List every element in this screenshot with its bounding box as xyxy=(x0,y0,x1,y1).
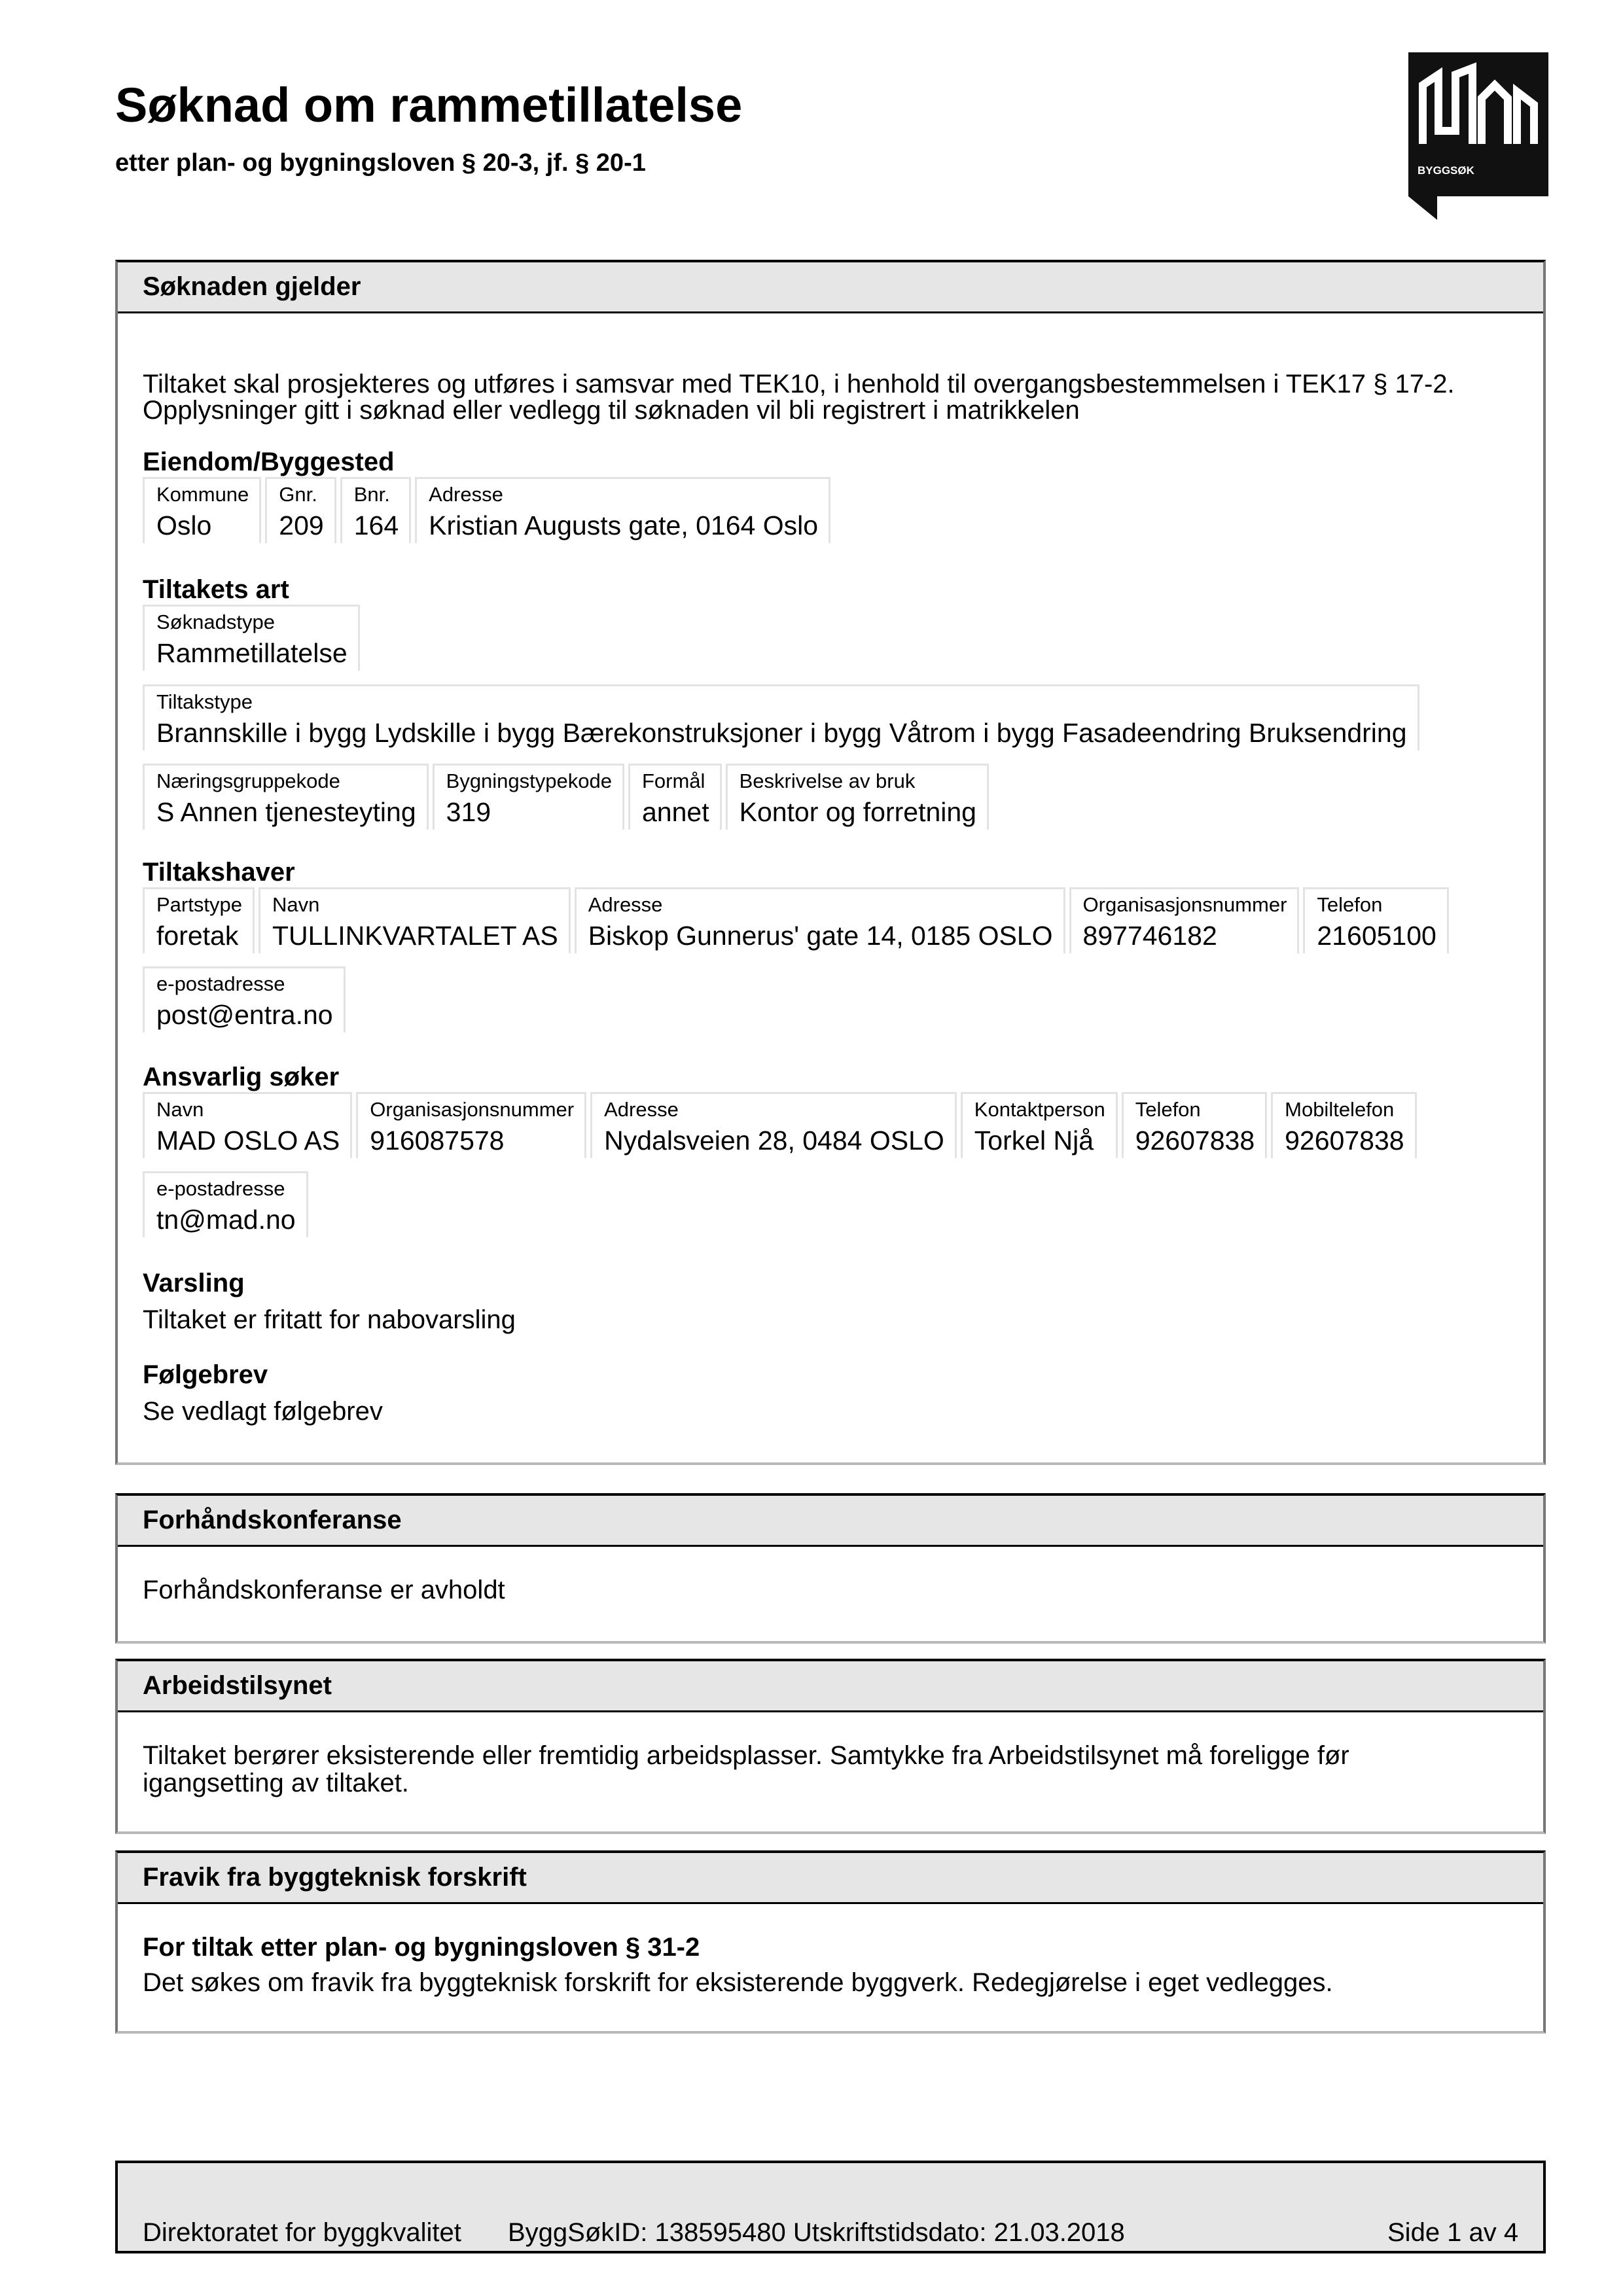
arbeidstilsynet-section xyxy=(115,1659,1546,1834)
bygningstype-field xyxy=(433,764,624,830)
tiltakstype-row xyxy=(143,684,1423,751)
ansvarlig-epost-value: tn@mad.no xyxy=(156,1205,296,1235)
bruk-value: Kontor og forretning xyxy=(739,797,976,827)
ansvarlig-epost-field xyxy=(143,1171,308,1237)
bygningstype-label: Bygningstypekode xyxy=(446,769,612,792)
kommune-value: Oslo xyxy=(156,510,212,540)
bnr-label: Bnr. xyxy=(353,483,390,506)
page-footer xyxy=(115,2161,1546,2253)
intro-line-1: Tiltaket skal prosjekteres og utføres i samsvar med TEK10, i henhold til overgangsbestemmelsen i TEK17 § 17-2. xyxy=(143,370,1455,398)
ansvarlig-adresse-label: Adresse xyxy=(604,1098,679,1121)
forhand-text: Forhåndskonferanse er avholdt xyxy=(143,1576,505,1604)
byggsok-logo xyxy=(1408,52,1548,220)
gnr-value: 209 xyxy=(279,510,324,540)
tiltakshaver-org-field xyxy=(1069,887,1300,953)
eiendom-fields xyxy=(143,477,834,543)
tiltakets-art-heading: Tiltakets art xyxy=(143,575,289,604)
kontaktperson-field xyxy=(961,1092,1118,1158)
page-title: Søknad om rammetillatelse xyxy=(115,78,743,132)
forhand-heading: Forhåndskonferanse xyxy=(118,1496,1543,1547)
eiendom-adresse-field xyxy=(415,477,830,543)
tiltakshaver-epost-row xyxy=(143,966,349,1033)
tiltakshaver-navn-value: TULLINKVARTALET AS xyxy=(272,921,558,951)
arbeidstilsynet-heading: Arbeidstilsynet xyxy=(118,1661,1543,1712)
footer-id: ByggSøkID: 138595480 Utskriftstidsdato: 21.03.2018 xyxy=(508,2218,1125,2247)
arbeidstilsynet-line-2: igangsetting av tiltaket. xyxy=(143,1769,409,1797)
ansvarlig-telefon-label: Telefon xyxy=(1135,1098,1201,1121)
gnr-field xyxy=(265,477,336,543)
tiltakshaver-telefon-value: 21605100 xyxy=(1317,921,1436,951)
naering-field xyxy=(143,764,429,830)
partstype-field xyxy=(143,887,255,953)
svg-text:BYGGSØK: BYGGSØK xyxy=(1418,164,1474,177)
formal-field xyxy=(628,764,722,830)
ansvarlig-epost-label: e-postadresse xyxy=(156,1177,285,1200)
bruk-row xyxy=(143,764,993,830)
mobiltelefon-label: Mobiltelefon xyxy=(1285,1098,1395,1121)
tiltakshaver-telefon-field xyxy=(1303,887,1448,953)
bygningstype-value: 319 xyxy=(446,797,491,827)
soknaden-section xyxy=(115,260,1546,1465)
soknadstype-row xyxy=(143,605,364,671)
formal-value: annet xyxy=(641,797,709,827)
tiltakshaver-heading: Tiltakshaver xyxy=(143,858,295,887)
partstype-value: foretak xyxy=(156,921,239,951)
tiltakshaver-fields xyxy=(143,887,1453,953)
ansvarlig-org-label: Organisasjonsnummer xyxy=(370,1098,575,1121)
forhand-section xyxy=(115,1493,1546,1644)
ansvarlig-telefon-field xyxy=(1122,1092,1267,1158)
bruk-label: Beskrivelse av bruk xyxy=(739,769,916,792)
tiltakstype-label: Tiltakstype xyxy=(156,690,253,713)
mobiltelefon-value: 92607838 xyxy=(1285,1125,1404,1156)
naering-label: Næringsgruppekode xyxy=(156,769,340,792)
footer-org: Direktoratet for byggkvalitet xyxy=(143,2218,461,2247)
tiltakshaver-org-value: 897746182 xyxy=(1082,921,1217,951)
kontaktperson-value: Torkel Njå xyxy=(974,1125,1094,1156)
bruk-field xyxy=(726,764,989,830)
eiendom-adresse-value: Kristian Augusts gate, 0164 Oslo xyxy=(429,510,819,540)
eiendom-adresse-label: Adresse xyxy=(429,483,503,506)
tiltakshaver-adresse-value: Biskop Gunnerus' gate 14, 0185 OSLO xyxy=(588,921,1053,951)
ansvarlig-heading: Ansvarlig søker xyxy=(143,1063,340,1091)
tiltakshaver-org-label: Organisasjonsnummer xyxy=(1082,893,1287,916)
soknadstype-label: Søknadstype xyxy=(156,610,275,633)
ansvarlig-org-value: 916087578 xyxy=(370,1125,505,1156)
naering-value: S Annen tjenesteyting xyxy=(156,797,416,827)
varsling-heading: Varsling xyxy=(143,1269,245,1298)
tiltakshaver-epost-field xyxy=(143,966,346,1033)
bnr-field xyxy=(340,477,411,543)
ansvarlig-navn-field xyxy=(143,1092,352,1158)
ansvarlig-epost-row xyxy=(143,1171,312,1237)
kommune-field xyxy=(143,477,261,543)
fravik-subheading: For tiltak etter plan- og bygningsloven § 31-2 xyxy=(143,1933,700,1962)
bnr-value: 164 xyxy=(353,510,399,540)
soknadstype-value: Rammetillatelse xyxy=(156,638,348,668)
formal-label: Formål xyxy=(641,769,705,792)
ansvarlig-fields xyxy=(143,1092,1421,1158)
page-subtitle: etter plan- og bygningsloven § 20-3, jf. § 20-1 xyxy=(115,149,646,177)
tiltakstype-field xyxy=(143,684,1419,751)
intro-line-2: Opplysninger gitt i søknad eller vedlegg til søknaden vil bli registrert i matrikkelen xyxy=(143,396,1080,425)
footer-page: Side 1 av 4 xyxy=(1387,2218,1519,2247)
arbeidstilsynet-line-1: Tiltaket berører eksisterende eller fremtidig arbeidsplasser. Samtykke fra Arbeidstilsynet må foreligge før xyxy=(143,1741,1349,1770)
mobiltelefon-field xyxy=(1271,1092,1416,1158)
fravik-section xyxy=(115,1850,1546,2034)
eiendom-heading: Eiendom/Byggested xyxy=(143,448,395,476)
gnr-label: Gnr. xyxy=(279,483,317,506)
tiltakshaver-telefon-label: Telefon xyxy=(1317,893,1383,916)
tiltakshaver-epost-value: post@entra.no xyxy=(156,1000,333,1030)
tiltakshaver-navn-label: Navn xyxy=(272,893,320,916)
ansvarlig-adresse-field xyxy=(590,1092,957,1158)
ansvarlig-navn-label: Navn xyxy=(156,1098,204,1121)
tiltakshaver-adresse-field xyxy=(575,887,1065,953)
fravik-text: Det søkes om fravik fra byggteknisk forskrift for eksisterende byggverk. Redegjørelse i eget vedlegges. xyxy=(143,1968,1333,1997)
folgebrev-heading: Følgebrev xyxy=(143,1360,268,1389)
soknaden-heading: Søknaden gjelder xyxy=(118,262,1543,313)
soknadstype-field xyxy=(143,605,360,671)
partstype-label: Partstype xyxy=(156,893,242,916)
ansvarlig-adresse-value: Nydalsveien 28, 0484 OSLO xyxy=(604,1125,944,1156)
kommune-label: Kommune xyxy=(156,483,249,506)
varsling-text: Tiltaket er fritatt for nabovarsling xyxy=(143,1305,516,1334)
ansvarlig-org-field xyxy=(356,1092,586,1158)
kontaktperson-label: Kontaktperson xyxy=(974,1098,1105,1121)
fravik-heading: Fravik fra byggteknisk forskrift xyxy=(118,1853,1543,1904)
ansvarlig-telefon-value: 92607838 xyxy=(1135,1125,1255,1156)
tiltakshaver-navn-field xyxy=(259,887,571,953)
folgebrev-text: Se vedlagt følgebrev xyxy=(143,1397,383,1426)
tiltakshaver-epost-label: e-postadresse xyxy=(156,972,285,995)
ansvarlig-navn-value: MAD OSLO AS xyxy=(156,1125,340,1156)
tiltakstype-value: Brannskille i bygg Lydskille i bygg Bærekonstruksjoner i bygg Våtrom i bygg Fasadeendring Bruksendring xyxy=(156,718,1407,748)
tiltakshaver-adresse-label: Adresse xyxy=(588,893,663,916)
